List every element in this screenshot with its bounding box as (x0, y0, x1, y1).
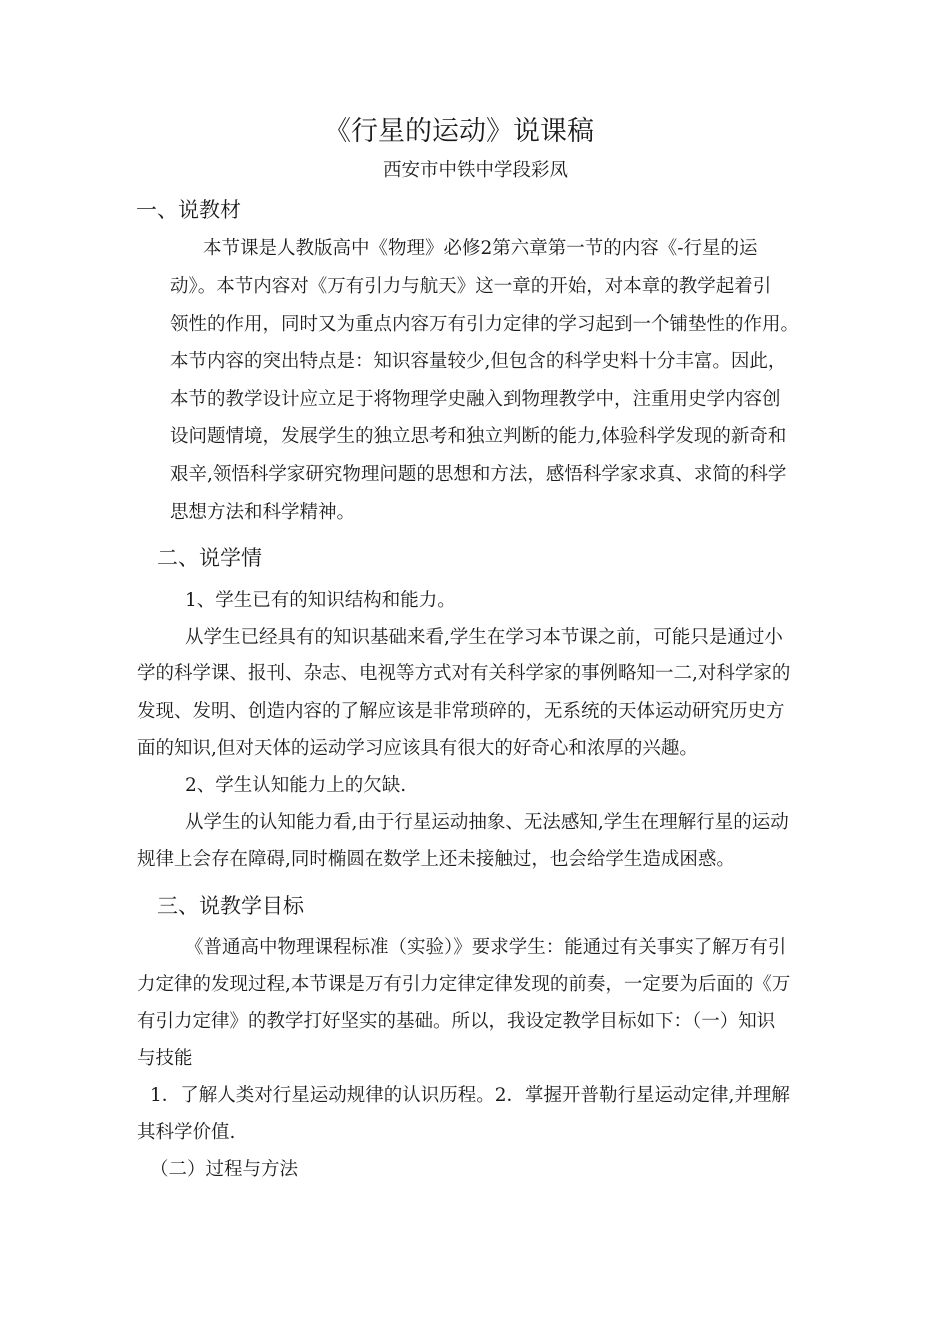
paragraph-line: 从学生的认知能力看,由于行星运动抽象、无法感知,学生在理解行星的运动 (185, 812, 789, 833)
paragraph-line: 发现、发明、创造内容的了解应该是非常琐碎的，无系统的天体运动研究历史方 (137, 701, 785, 722)
paragraph-line: 艰辛,领悟科学家研究物理问题的思想和方法，感悟科学家求真、求简的科学 (170, 464, 787, 485)
section-heading-1: 一、说教材 (136, 198, 241, 222)
paragraph-line: 力定律的发现过程,本节课是万有引力定律定律发现的前奏，一定要为后面的《万 (137, 974, 791, 995)
paragraph-line: 学的科学课、报刊、杂志、电视等方式对有关科学家的事例略知一二,对科学家的 (137, 663, 791, 684)
paragraph-line: 与技能 (137, 1048, 193, 1069)
paragraph-line: 《普通高中物理课程标准（实验）》要求学生：能通过有关事实了解万有引 (185, 937, 787, 958)
subsection-heading: （二）过程与方法 (150, 1159, 299, 1180)
section-heading-3: 三、说教学目标 (157, 894, 304, 918)
paragraph-line: 从学生已经具有的知识基础来看,学生在学习本节课之前，可能只是通过小 (185, 627, 783, 648)
paragraph-line: 领性的作用，同时又为重点内容万有引力定律的学习起到一个铺垫性的作用。 (170, 314, 800, 335)
subsection-item: 1、学生已有的知识结构和能力。 (185, 590, 456, 611)
page-title: 《行星的运动》说课稿 (324, 116, 594, 147)
paragraph-line: 本节的教学设计应立足于将物理学史融入到物理教学中，注重用史学内容创 (170, 389, 781, 410)
subsection-item: 2、学生认知能力上的欠缺. (185, 775, 407, 796)
paragraph-line: 本节课是人教版高中《物理》必修2第六章第一节的内容《-行星的运 (203, 238, 758, 259)
goal-line: 其科学价值. (137, 1122, 236, 1143)
paragraph-line: 本节内容的突出特点是：知识容量较少,但包含的科学史料十分丰富。因此， (170, 351, 787, 372)
author-line: 西安市中铁中学段彩凤 (383, 160, 569, 181)
paragraph-line: 有引力定律》的教学打好坚实的基础。所以，我设定教学目标如下：（一）知识 (137, 1011, 776, 1032)
paragraph-line: 面的知识,但对天体的运动学习应该具有很大的好奇心和浓厚的兴趣。 (137, 738, 698, 759)
paragraph-line: 思想方法和科学精神。 (170, 502, 356, 523)
paragraph-line: 动》。本节内容对《万有引力与航天》这一章的开始，对本章的教学起着引 (170, 276, 772, 297)
paragraph-line: 设问题情境，发展学生的独立思考和独立判断的能力,体验科学发现的新奇和 (170, 426, 787, 447)
goal-line: 1．了解人类对行星运动规律的认识历程。2．掌握开普勒行星运动定律,并理解 (150, 1085, 790, 1106)
section-heading-2: 二、说学情 (157, 546, 262, 570)
paragraph-line: 规律上会存在障碍,同时椭圆在数学上还未接触过，也会给学生造成困惑。 (137, 849, 735, 870)
